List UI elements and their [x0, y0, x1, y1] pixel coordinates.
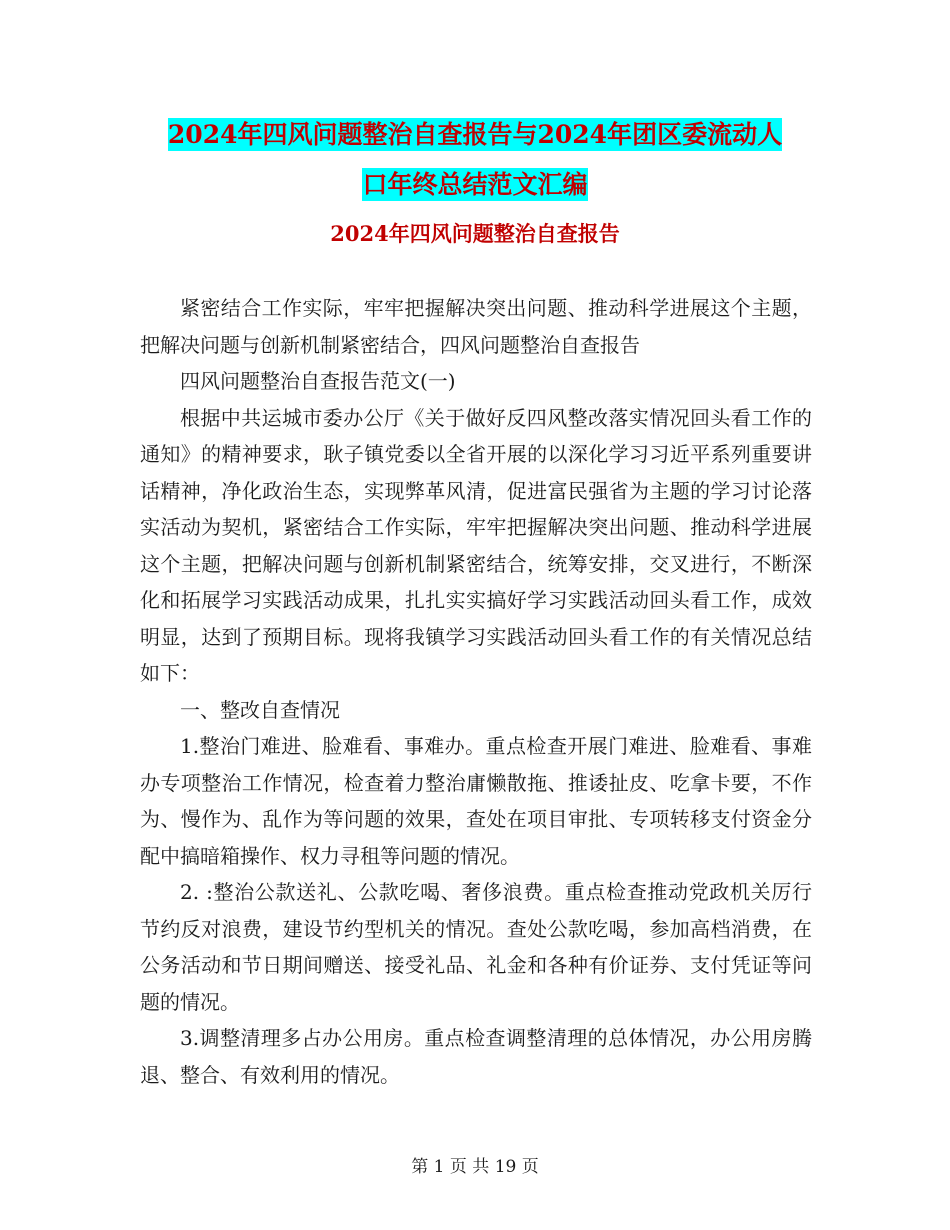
document-title-line-1: 2024年四风问题整治自查报告与2024年团区委流动人	[167, 120, 783, 149]
paragraph-background: 根据中共运城市委办公厅《关于做好反四风整改落实情况回头看工作的通知》的精神要求，耿子镇党委以全省开展的以深化学习习近平系列重要讲话精神，净化政治生态，实现弊革风清，促进富民强省为主题的学习讨论落实活动为契机，紧密结合工作实际，牢牢把握解决突出问题、推动科学进展这个主题，把解决问题与创新机制紧密结合，统筹安排，交叉进行，不断深化和拓展学习实践活动成果，扎扎实实搞好学习实践活动回头看工作，成效明显，达到了预期目标。现将我镇学习实践活动回头看工作的有关情况总结如下：	[140, 405, 812, 685]
paragraph-intro: 紧密结合工作实际，牢牢把握解决突出问题、推动科学进展这个主题，把解决问题与创新机制紧密结合，四风问题整治自查报告	[140, 296, 812, 357]
paragraph-subtitle: 四风问题整治自查报告范文(一)	[180, 369, 456, 393]
document-body	[140, 290, 812, 1093]
document-title-line-2: 口年终总结范文汇编	[362, 170, 588, 199]
paragraph-item-3: 3.调整清理多占办公用房。重点检查调整清理的总体情况，办公用房腾退、整合、有效利用的情况。	[140, 1026, 812, 1087]
paragraph-item-1: 1.整治门难进、脸难看、事难办。重点检查开展门难进、脸难看、事难办专项整治工作情况，检查着力整治庸懒散拖、推诿扯皮、吃拿卡要，不作为、慢作为、乱作为等问题的效果，查处在项目审批、专项转移支付资金分配中搞暗箱操作、权力寻租等问题的情况。	[140, 734, 812, 868]
section-title: 2024年四风问题整治自查报告	[330, 221, 620, 246]
page-number: 第 1 页 共 19 页	[411, 1157, 539, 1177]
document-title	[140, 110, 810, 210]
paragraph-item-2: 2. :整治公款送礼、公款吃喝、奢侈浪费。重点检查推动党政机关厉行节约反对浪费，建设节约型机关的情况。查处公款吃喝，参加高档消费，在公务活动和节日期间赠送、接受礼品、礼金和各种有价证券、支付凭证等问题的情况。	[140, 880, 812, 1014]
paragraph-heading-1: 一、整改自查情况	[180, 697, 340, 722]
page-footer	[0, 1152, 950, 1177]
